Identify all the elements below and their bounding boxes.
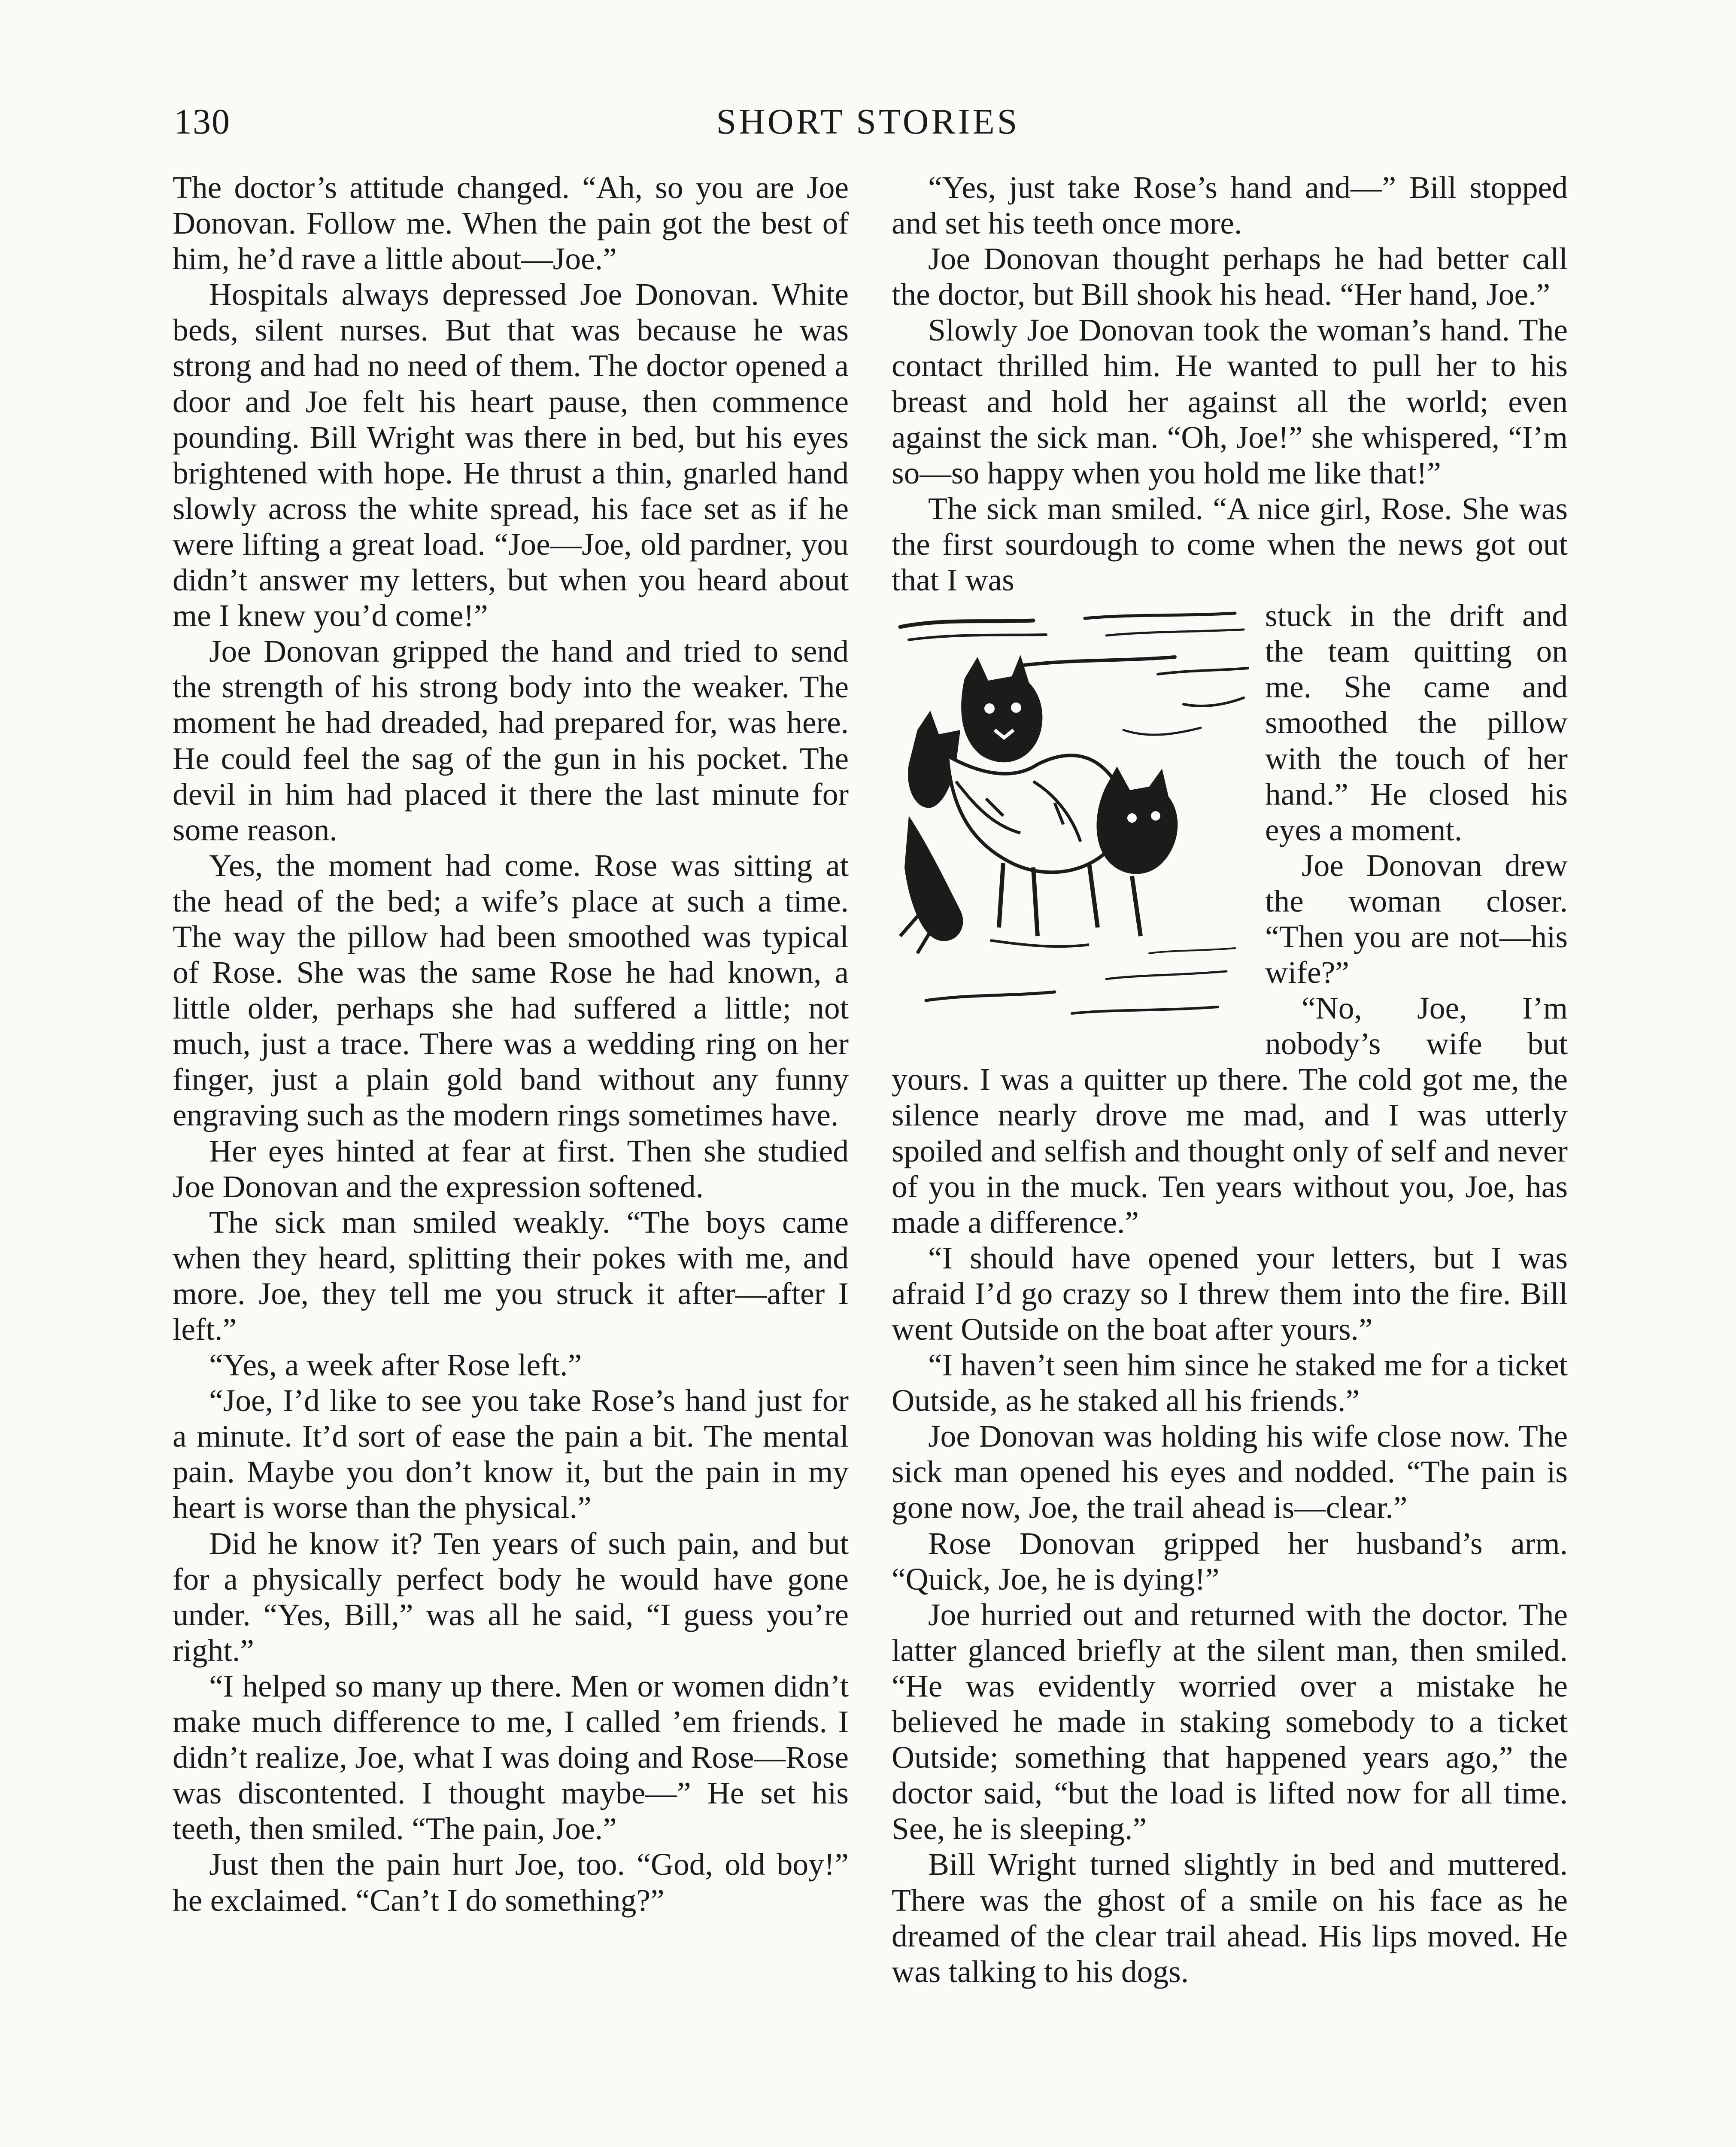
left-text-column	[173, 170, 849, 1918]
paragraph: “Yes, just take Rose’s hand and—” Bill stopped and set his teeth once more.	[892, 170, 1568, 241]
right-text-column	[892, 170, 1568, 1989]
sled-dogs-drawing	[892, 601, 1252, 1035]
paragraph: Hospitals always depressed Joe Donovan. White beds, silent nurses. But that was because he was strong and had no need of them. The doctor opened a door and Joe felt his heart pause, then commence pounding. Bill Wright was there in bed, but his eyes brightened with hope. He thrust a thin, gnarled hand slowly across the white spread, his face set as if he were lifting a great load. “Joe—Joe, old pardner, you didn’t answer my letters, but when you heard about me I knew you’d come!”	[173, 277, 849, 633]
paragraph: “No, Joe, I’m nobody’s wife but yours. I was a quitter up there. The cold got me, the silence nearly drove me mad, and I was utterly spoiled and selfish and thought only of self and never of you in the muck. Ten years without you, Joe, has made a difference.”	[892, 991, 1568, 1240]
paragraph: Joe Donovan thought perhaps he had better call the doctor, but Bill shook his head. “Her hand, Joe.”	[892, 241, 1568, 312]
paragraph: “I helped so many up there. Men or women didn’t make much difference to me, I called ’em friends. I didn’t realize, Joe, what I was doing and Rose—Rose was discontented. I thought maybe—” He set his teeth, then smiled. “The pain, Joe.”	[173, 1668, 849, 1846]
paragraph: Her eyes hinted at fear at first. Then she studied Joe Donovan and the expression softened.	[173, 1133, 849, 1204]
paragraph: Joe hurried out and returned with the doctor. The latter glanced briefly at the silent man, then smiled. “He was evidently worried over a mistake he believed he made in staking somebody to a ticket Outside; something that happened years ago,” the doctor said, “but the load is lifted now for all time. See, he is sleeping.”	[892, 1597, 1568, 1846]
paragraph: “Joe, I’d like to see you take Rose’s hand just for a minute. It’d sort of ease the pain a bit. The mental pain. Maybe you don’t know it, but the pain in my heart is worse than the physical.”	[173, 1383, 849, 1525]
paragraph: “I haven’t seen him since he staked me for a ticket Outside, as he staked all his friends.”	[892, 1347, 1568, 1418]
paragraph: The doctor’s attitude changed. “Ah, so you are Joe Donovan. Follow me. When the pain got the best of him, he’d rave a little about—Joe.”	[173, 170, 849, 277]
paragraph: Yes, the moment had come. Rose was sitting at the head of the bed; a wife’s place at such a time. The way the pillow had been smoothed was typical of Rose. She was the same Rose he had known, a little older, perhaps she had suffered a little; not much, just a trace. There was a wedding ring on her finger, just a plain gold band without any funny engraving such as the modern rings sometimes have.	[173, 848, 849, 1133]
paragraph: stuck in the drift and the team quitting on me. She came and smoothed the pillow with the touch of her hand.” He closed his eyes a moment.	[1265, 598, 1568, 847]
paragraph: Just then the pain hurt Joe, too. “God, old boy!” he exclaimed. “Can’t I do something?”	[173, 1847, 849, 1918]
page-number: 130	[174, 102, 231, 142]
journal-title: SHORT STORIES	[716, 102, 1020, 142]
running-head	[0, 101, 1736, 152]
paragraph: Joe Donovan gripped the hand and tried to send the strength of his strong body into the weaker. The moment he had dreaded, had prepared for, was here. He could feel the sag of the gun in his pocket. The devil in him had placed it there the last minute for some reason.	[173, 634, 849, 847]
paragraph: The sick man smiled. “A nice girl, Rose. She was the first sourdough to come when the news got out that I was	[892, 491, 1568, 598]
paragraph: Slowly Joe Donovan took the woman’s hand. The contact thrilled him. He wanted to pull her to his breast and hold her against all the world; even against the sick man. “Oh, Joe!” she whispered, “I’m so—so happy when you hold me like that!”	[892, 313, 1568, 490]
sled-dogs-illustration	[892, 601, 1252, 1035]
paragraph: Did he know it? Ten years of such pain, and but for a physically perfect body he would have gone under. “Yes, Bill,” was all he said, “I guess you’re right.”	[173, 1526, 849, 1668]
paragraph: “Yes, a week after Rose left.”	[209, 1347, 582, 1383]
paragraph: Rose Donovan gripped her husband’s arm. “Quick, Joe, he is dying!”	[892, 1526, 1568, 1597]
paragraph: Bill Wright turned slightly in bed and muttered. There was the ghost of a smile on his face as he dreamed of the clear trail ahead. His lips moved. He was talking to his dogs.	[892, 1847, 1568, 1989]
paragraph: The sick man smiled weakly. “The boys came when they heard, splitting their pokes with me, and more. Joe, they tell me you struck it after—after I left.”	[173, 1204, 849, 1347]
paragraph: Joe Donovan was holding his wife close now. The sick man opened his eyes and nodded. “The pain is gone now, Joe, the trail ahead is—clear.”	[892, 1419, 1568, 1525]
paragraph: “I should have opened your letters, but I was afraid I’d go crazy so I threw them into the fire. Bill went Outside on the boat after yours.”	[892, 1240, 1568, 1347]
paragraph: Joe Donovan drew the woman closer. “Then you are not—his wife?”	[1265, 848, 1568, 990]
